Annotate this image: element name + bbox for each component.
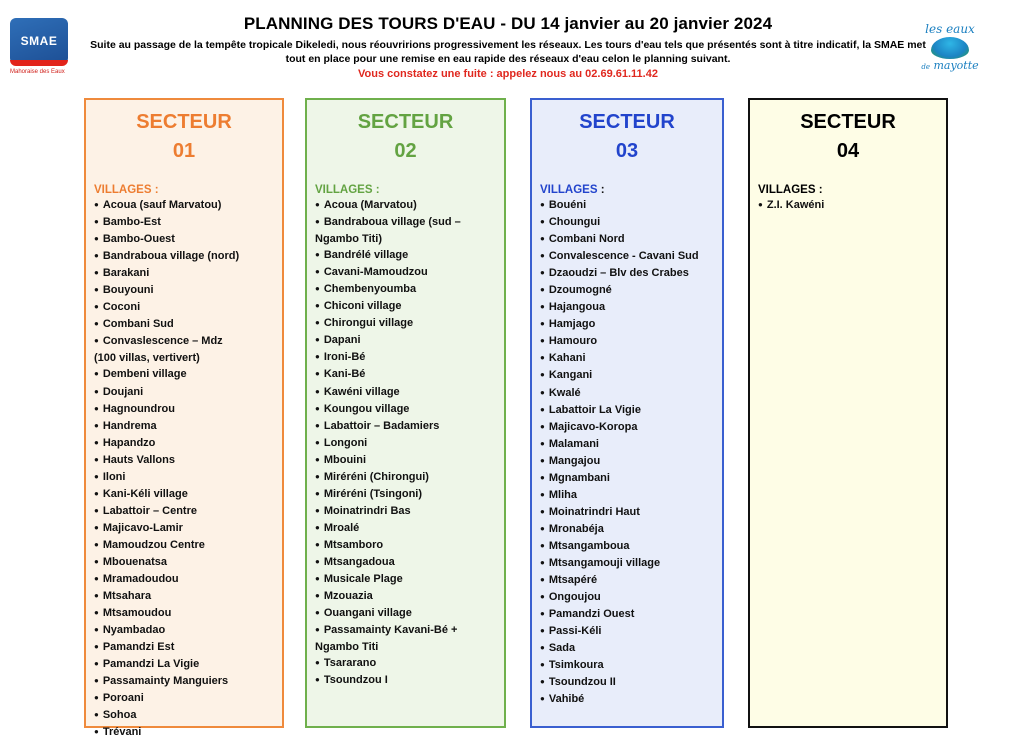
village-item: ● Miréréni (Chirongui) — [315, 469, 498, 486]
sector-02-heading — [307, 108, 504, 166]
sector-03-panel — [530, 98, 724, 728]
village-item: ● Mtsangamboua — [540, 538, 716, 555]
village-item: ● Passamainty Kavani-Bé + — [315, 622, 498, 639]
village-item: ● Z.I. Kawéni — [758, 197, 940, 214]
eaux-logo-line2 — [918, 59, 982, 72]
village-item: ● Bouyouni — [94, 282, 276, 299]
sector-03-number: 03 — [615, 140, 639, 162]
village-item: ● Mliha — [540, 487, 716, 504]
village-item: ● Labattoir – Badamiers — [315, 418, 498, 435]
sector-02-village-list — [307, 197, 504, 689]
sector-03-title: SECTEUR — [579, 111, 675, 133]
sector-04-number: 04 — [836, 140, 860, 162]
eaux-logo-de: de — [921, 63, 930, 71]
sector-02-number: 02 — [394, 140, 417, 162]
village-item: ● Handrema — [94, 418, 276, 435]
village-item: ● Mroalé — [315, 520, 498, 537]
village-item: ● Tsimkoura — [540, 657, 716, 674]
village-item: ● Poroani — [94, 690, 276, 707]
village-item: ● Hagnoundrou — [94, 401, 276, 418]
smae-logo — [10, 18, 72, 75]
sector-03-village-list — [532, 197, 722, 708]
village-item: ● Acoua (Marvatou) — [315, 197, 498, 214]
village-item: ● Acoua (sauf Marvatou) — [94, 197, 276, 214]
village-item: ● Kani-Kéli village — [94, 486, 276, 503]
village-item: ● Mzouazia — [315, 588, 498, 605]
sector-02-title: SECTEUR — [357, 111, 454, 133]
village-item: ● Hamouro — [540, 333, 716, 350]
village-item: ● Mtsapéré — [540, 572, 716, 589]
village-item: ● Mbouini — [315, 452, 498, 469]
sector-04-village-list — [750, 197, 946, 214]
village-item: ● Doujani — [94, 384, 276, 401]
village-item: ● Kangani — [540, 367, 716, 384]
village-item: ● Coconi — [94, 299, 276, 316]
eaux-logo-mayotte: mayotte — [933, 59, 979, 72]
sector-01-villages-label: VILLAGES : — [94, 184, 159, 196]
smae-tagline: Mahoraise des Eaux — [10, 69, 65, 75]
village-item: ● Combani Sud — [94, 316, 276, 333]
village-item: ● Ouangani village — [315, 605, 498, 622]
village-item: ● Convalescence - Cavani Sud — [540, 248, 716, 265]
eaux-de-mayotte-logo — [918, 22, 982, 72]
sector-04-title: SECTEUR — [800, 111, 896, 133]
village-item: ● Chiconi village — [315, 298, 498, 315]
village-item: ● Majicavo-Lamir — [94, 520, 276, 537]
village-item: ● Tsoundzou II — [540, 674, 716, 691]
sector-01-heading — [86, 108, 282, 166]
village-item: ● Choungui — [540, 214, 716, 231]
village-item: ● Malamani — [540, 436, 716, 453]
village-item: ● Ironi-Bé — [315, 349, 498, 366]
village-item: ● Vahibé — [540, 691, 716, 708]
sector-01-number: 01 — [172, 140, 196, 162]
sector-03-villages-label: VILLAGES : — [540, 184, 605, 196]
sector-02-panel — [305, 98, 506, 728]
village-item: ● Hauts Vallons — [94, 452, 276, 469]
sector-01-panel — [84, 98, 284, 739]
sector-01-village-list — [86, 197, 282, 742]
village-item: ● Mtsahara — [94, 588, 276, 605]
village-item: ● Dzaoudzi – Blv des Crabes — [540, 265, 716, 282]
village-item: ● Longoni — [315, 435, 498, 452]
village-item: ● Dapani — [315, 332, 498, 349]
village-item: ● Dzoumogné — [540, 282, 716, 299]
village-item: ● Kani-Bé — [315, 366, 498, 383]
village-item: ● Barakani — [94, 265, 276, 282]
eaux-logo-line1: les eaux — [925, 22, 975, 36]
village-item: Ngambo Titi — [315, 641, 379, 654]
village-item: ● Mtsangamouji village — [540, 555, 716, 572]
village-item: ● Bambo-Est — [94, 214, 276, 231]
village-item: ● Majicavo-Koropa — [540, 419, 716, 436]
sector-02-villages-label: VILLAGES : — [315, 184, 380, 196]
village-item: ● Moinatrindri Bas — [315, 503, 498, 520]
village-item: ● Ongoujou — [540, 589, 716, 606]
villages-label: VILLAGES — [758, 184, 816, 196]
village-item: ● Trévani — [94, 724, 276, 741]
water-drop-icon — [931, 37, 969, 59]
villages-label: VILLAGES — [94, 184, 152, 196]
villages-label: VILLAGES — [540, 184, 598, 196]
village-item: ● Pamandzi Est — [94, 639, 276, 656]
page-subtitle: Suite au passage de la tempête tropicale Dikeledi, nous réouvririons progressivement les réseaux. Les tours d'eau tels que présentés sont à titre indicatif, la SMAE met tout en place pour une remise en eau rapide des réseaux d'eau celon le planning suivant. — [90, 39, 926, 65]
village-item: ● Nyambadao — [94, 622, 276, 639]
village-item: ● Mramadoudou — [94, 571, 276, 588]
village-item: ● Bouéni — [540, 197, 716, 214]
village-item: ● Mangajou — [540, 453, 716, 470]
village-item: ● Tsoundzou I — [315, 672, 498, 689]
village-item: ● Bambo-Ouest — [94, 231, 276, 248]
village-item: ● Sohoa — [94, 707, 276, 724]
village-item: ● Combani Nord — [540, 231, 716, 248]
sector-01-title: SECTEUR — [136, 111, 232, 133]
page-title: PLANNING DES TOURS D'EAU - DU 14 janvier au 20 janvier 2024 — [243, 14, 773, 33]
village-item: ● Chirongui village — [315, 315, 498, 332]
villages-label: VILLAGES — [315, 184, 373, 196]
village-item: ● Pamandzi La Vigie — [94, 656, 276, 673]
village-item: ● Chembenyoumba — [315, 281, 498, 298]
village-item: ● Bandraboua village (nord) — [94, 248, 276, 265]
village-item: Ngambo Titi) — [315, 233, 383, 246]
village-item: ● Hapandzo — [94, 435, 276, 452]
village-item: ● Kawéni village — [315, 384, 498, 401]
leak-alert: Vous constatez une fuite : appelez nous au 02.69.61.11.42 — [358, 68, 658, 80]
village-item: ● Mamoudzou Centre — [94, 537, 276, 554]
village-item: ● Mgnambani — [540, 470, 716, 487]
village-item: ● Labattoir La Vigie — [540, 402, 716, 419]
village-item: ● Passamainty Manguiers — [94, 673, 276, 690]
village-item: ● Moinatrindri Haut — [540, 504, 716, 521]
village-item: ● Mronabéja — [540, 521, 716, 538]
village-item: ● Koungou village — [315, 401, 498, 418]
sector-03-heading — [532, 108, 722, 166]
village-item: ● Dembeni village — [94, 366, 276, 383]
sector-04-villages-label: VILLAGES : — [758, 184, 823, 196]
village-item: ● Mtsamboro — [315, 537, 498, 554]
village-item: ● Musicale Plage — [315, 571, 498, 588]
sector-04-panel — [748, 98, 948, 728]
sector-04-heading — [750, 108, 946, 166]
village-item: ● Miréréni (Tsingoni) — [315, 486, 498, 503]
smae-swoosh — [10, 60, 68, 66]
village-item: ● Sada — [540, 640, 716, 657]
village-item: ● Tsararano — [315, 655, 498, 672]
village-item: ● Mbouenatsa — [94, 554, 276, 571]
village-item: ● Kahani — [540, 350, 716, 367]
village-item: ● Labattoir – Centre — [94, 503, 276, 520]
village-item: ● Convaslescence – Mdz — [94, 333, 276, 350]
village-item: ● Passi-Kéli — [540, 623, 716, 640]
smae-logo-mark: SMAE — [10, 18, 68, 64]
village-item: ● Cavani-Mamoudzou — [315, 264, 498, 281]
village-item: ● Pamandzi Ouest — [540, 606, 716, 623]
village-item: ● Mtsangadoua — [315, 554, 498, 571]
page-header — [90, 14, 926, 80]
village-item: (100 villas, vertivert) — [94, 352, 200, 365]
village-item: ● Mtsamoudou — [94, 605, 276, 622]
village-item: ● Hamjago — [540, 316, 716, 333]
village-item: ● Bandrélé village — [315, 247, 498, 264]
village-item: ● Iloni — [94, 469, 276, 486]
village-item: ● Kwalé — [540, 385, 716, 402]
village-item: ● Bandraboua village (sud – — [315, 214, 498, 231]
village-item: ● Hajangoua — [540, 299, 716, 316]
